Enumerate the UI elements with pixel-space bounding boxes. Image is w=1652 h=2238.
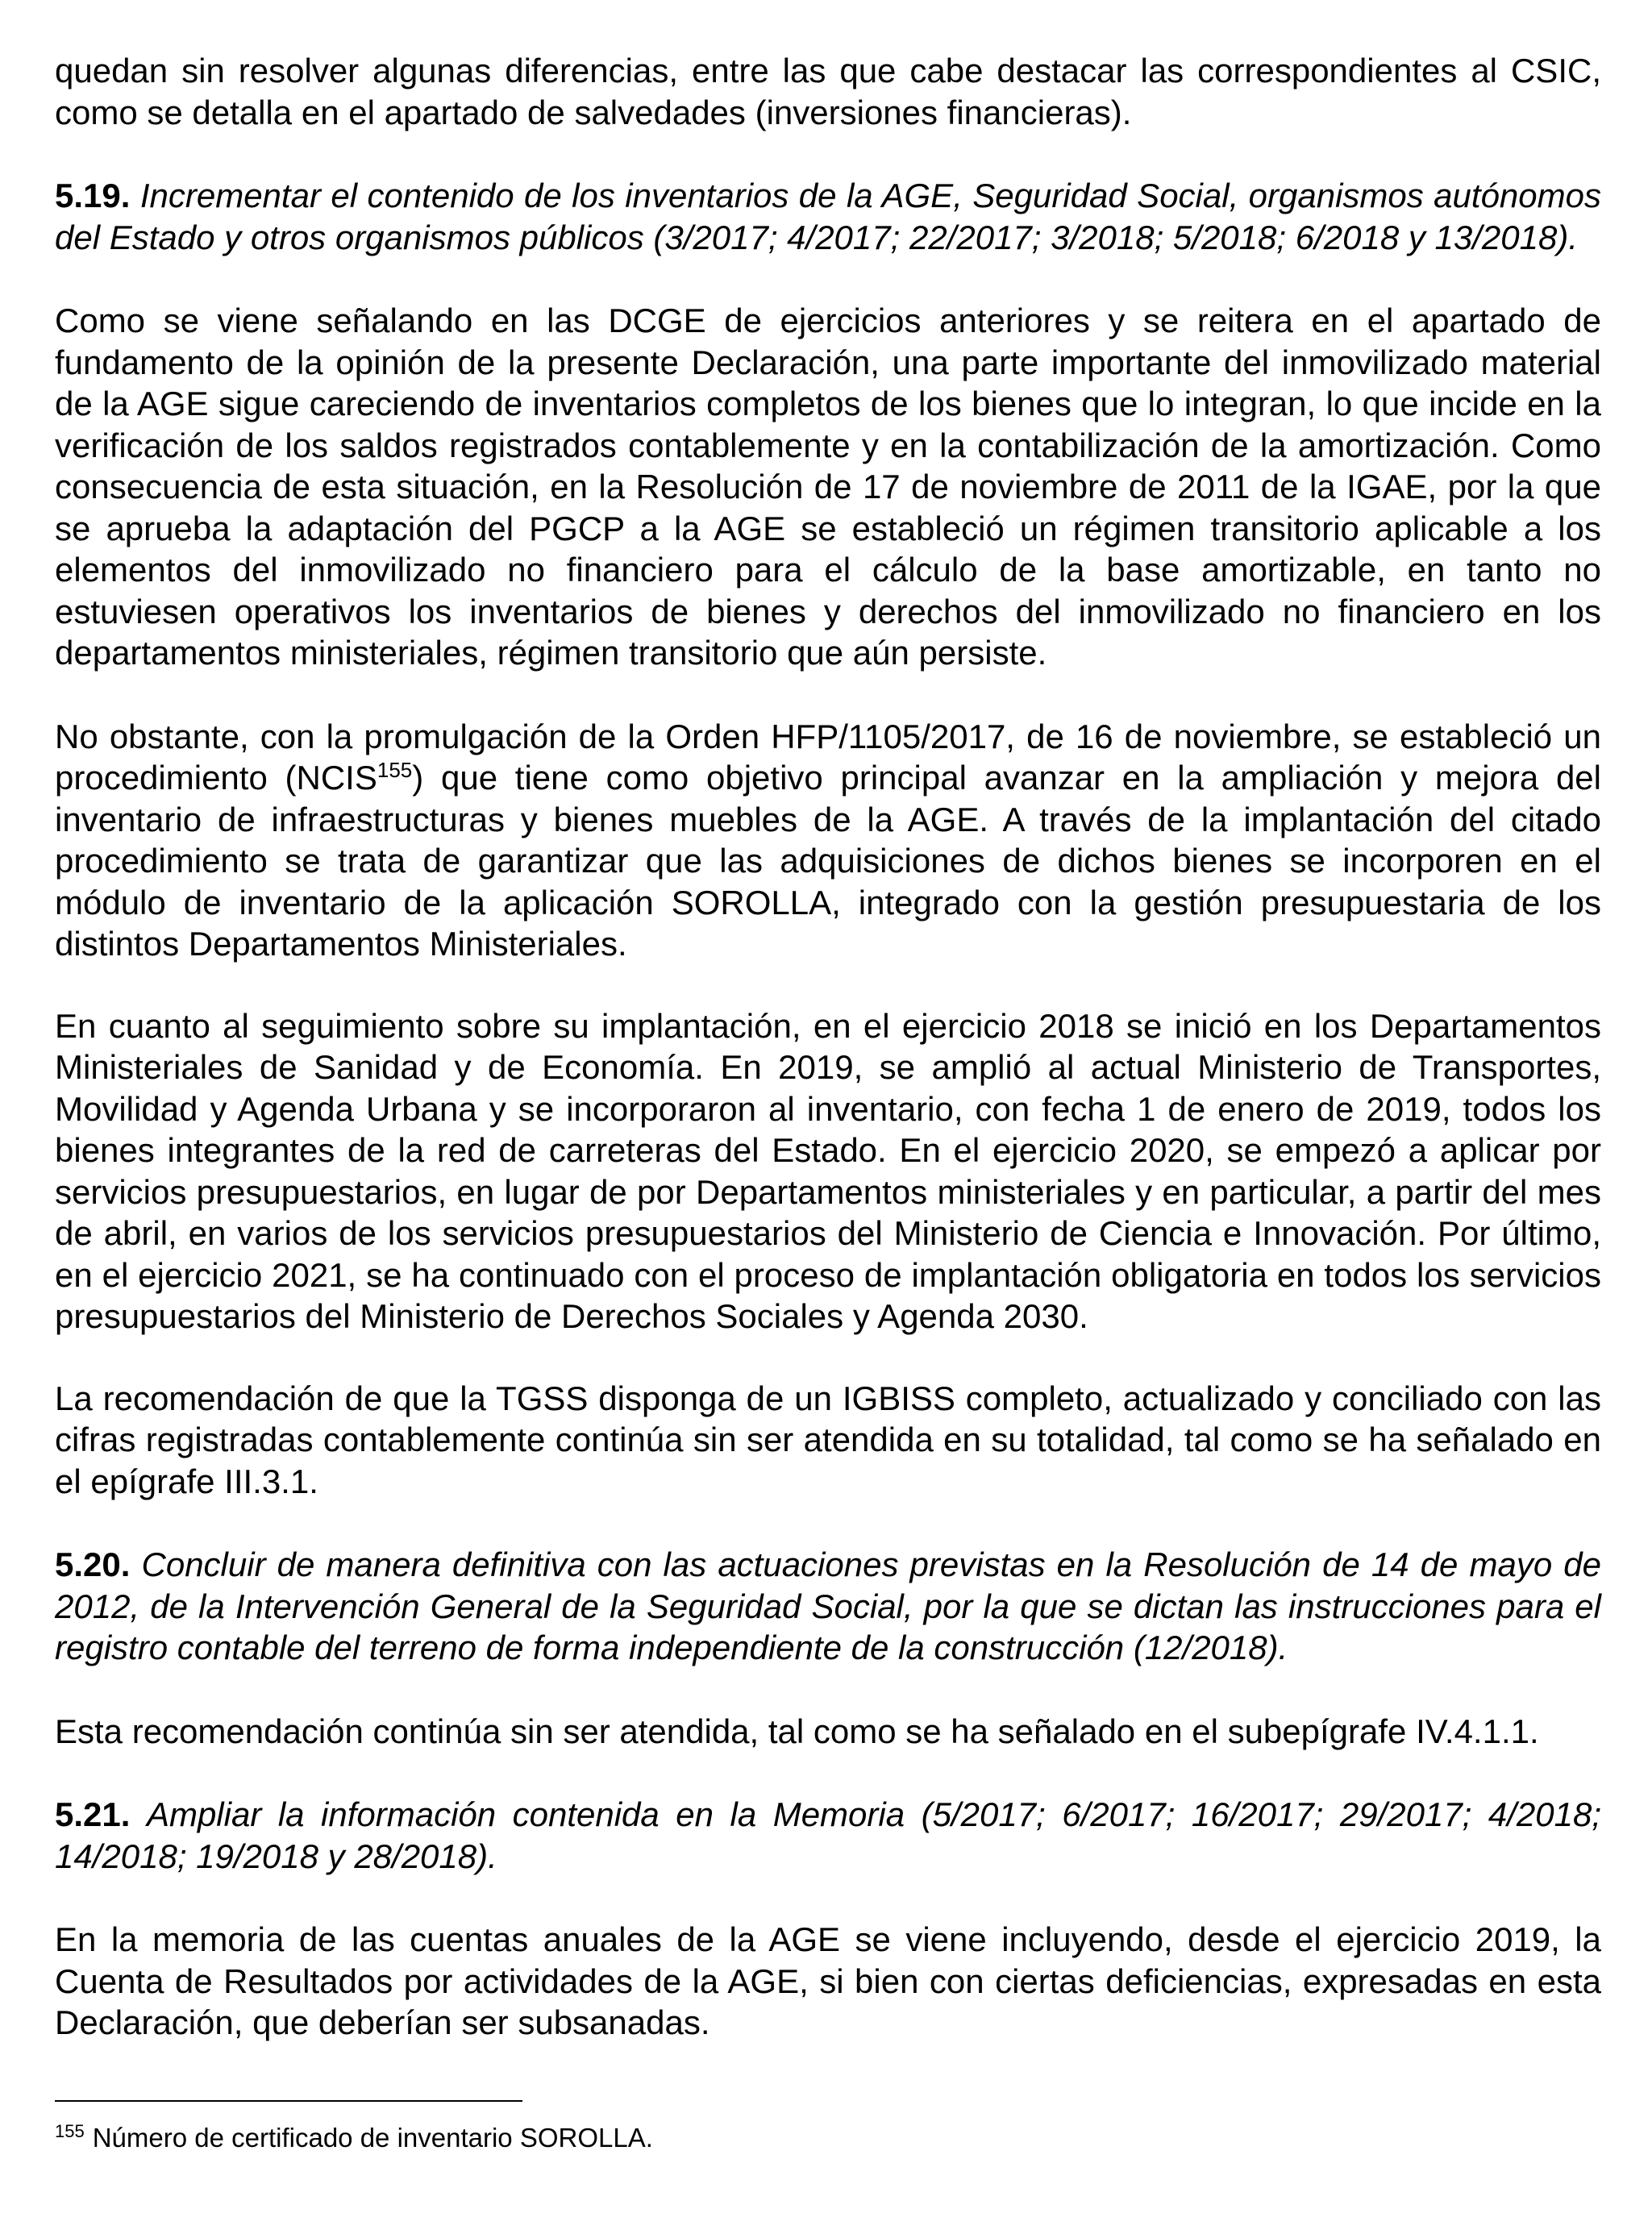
paragraph-seguimiento-text: En cuanto al seguimiento sobre su implantación, en el ejercicio 2018 se inició en los Departamentos Ministeriales de Sanidad y de Economía. En 2019, se amplió al actual Ministerio de Transportes, Movilidad y Agenda Urbana y se incorporaron al inventario, con fecha 1 de enero de 2019, todos los bienes integrantes de la red de carreteras del Estado. En el ejercicio 2020, se empezó a aplicar por servicios presupuestarios, en lugar de por Departamentos ministeriales y en particular, a partir del mes de abril, en varios de los servicios presupuestarios del Ministerio de Ciencia e Innovación. Por último, en el ejercicio 2021, se ha continuado con el proceso de implantación obligatoria en todos los servicios presupuestarios del Ministerio de Derechos Sociales y Agenda 2030. [55, 1006, 1601, 1335]
paragraph-tgss-text: La recomendación de que la TGSS disponga de un IGBISS completo, actualizado y conciliado con las cifras registradas contablemente continúa sin ser atendida en su totalidad, tal como se ha señalado en el epígrafe III.3.1. [55, 1379, 1601, 1500]
paragraph-ncis [55, 716, 1601, 965]
paragraph-no-atendida [55, 1711, 1601, 1753]
footnote-reference[interactable]: 155 [377, 758, 413, 782]
recommendation-text: Ampliar la información contenida en la Memoria (5/2017; 6/2017; 16/2017; 29/2017; 4/2018; 14/2018; 19/2018 y 28/2018). [55, 1795, 1601, 1875]
recommendation-5-20 [55, 1544, 1601, 1669]
paragraph-memoria [55, 1919, 1601, 2044]
paragraph-no-atendida-text: Esta recomendación continúa sin ser atendida, tal como se ha señalado en el subepígrafe IV.4.1.1. [55, 1712, 1539, 1750]
paragraph-ncis-text-start: No obstante, con la promulgación de la Orden HFP/1105/2017, de 16 de noviembre, se estableció un procedimiento (NCIS [55, 717, 1601, 797]
paragraph-intro [55, 50, 1601, 133]
recommendation-5-21 [55, 1794, 1601, 1877]
footnote-number: 155 [55, 2121, 85, 2141]
footnote-separator [55, 2100, 522, 2102]
recommendation-number: 5.19. [55, 177, 131, 214]
footnote-text: Número de certificado de inventario SOROLLA. [92, 2123, 653, 2153]
paragraph-inventarios [55, 300, 1601, 674]
footnote [55, 2122, 653, 2154]
paragraph-inventarios-text: Como se viene señalando en las DCGE de ejercicios anteriores y se reitera en el apartado de fundamento de la opinión de la presente Declaración, una parte importante del inmovilizado material de la AGE sigue careciendo de inventarios completos de los bienes que lo integran, lo que incide en la verificación de los saldos registrados contablemente y en la contabilización de la amortización. Como consecuencia de esta situación, en la Resolución de 17 de noviembre de 2011 de la IGAE, por la que se aprueba la adaptación del PGCP a la AGE se estableció un régimen transitorio aplicable a los elementos del inmovilizado no financiero para el cálculo de la base amortizable, en tanto no estuviesen operativos los inventarios de bienes y derechos del inmovilizado no financiero en los departamentos ministeriales, régimen transitorio que aún persiste. [55, 302, 1601, 672]
recommendation-number: 5.20. [55, 1545, 131, 1583]
recommendation-number: 5.21. [55, 1795, 131, 1833]
document-body [55, 50, 1601, 2086]
paragraph-memoria-text: En la memoria de las cuentas anuales de la AGE se viene incluyendo, desde el ejercicio 2019, la Cuenta de Resultados por actividades de la AGE, si bien con ciertas deficiencias, expresadas en esta Declaración, que deberían ser subsanadas. [55, 1920, 1601, 2041]
recommendation-text: Concluir de manera definitiva con las actuaciones previstas en la Resolución de 14 de mayo de 2012, de la Intervención General de la Seguridad Social, por la que se dictan las instrucciones para el registro contable del terreno de forma independiente de la construcción (12/2018). [55, 1545, 1601, 1666]
paragraph-ncis-text-end: ) que tiene como objetivo principal avanzar en la ampliación y mejora del inventario de infraestructuras y bienes muebles de la AGE. A través de la implantación del citado procedimiento se trata de garantizar que las adquisiciones de dichos bienes se incorporen en el módulo de inventario de la aplicación SOROLLA, integrado con la gestión presupuestaria de los distintos Departamentos Ministeriales. [55, 759, 1601, 963]
paragraph-intro-text: quedan sin resolver algunas diferencias, entre las que cabe destacar las correspondientes al CSIC, como se detalla en el apartado de salvedades (inversiones financieras). [55, 52, 1601, 131]
recommendation-5-19 [55, 175, 1601, 258]
paragraph-tgss [55, 1378, 1601, 1503]
paragraph-seguimiento [55, 1005, 1601, 1337]
recommendation-text: Incrementar el contenido de los inventarios de la AGE, Seguridad Social, organismos autónomos del Estado y otros organismos públicos (3/2017; 4/2017; 22/2017; 3/2018; 5/2018; 6/2018 y 13/2018). [55, 177, 1601, 256]
